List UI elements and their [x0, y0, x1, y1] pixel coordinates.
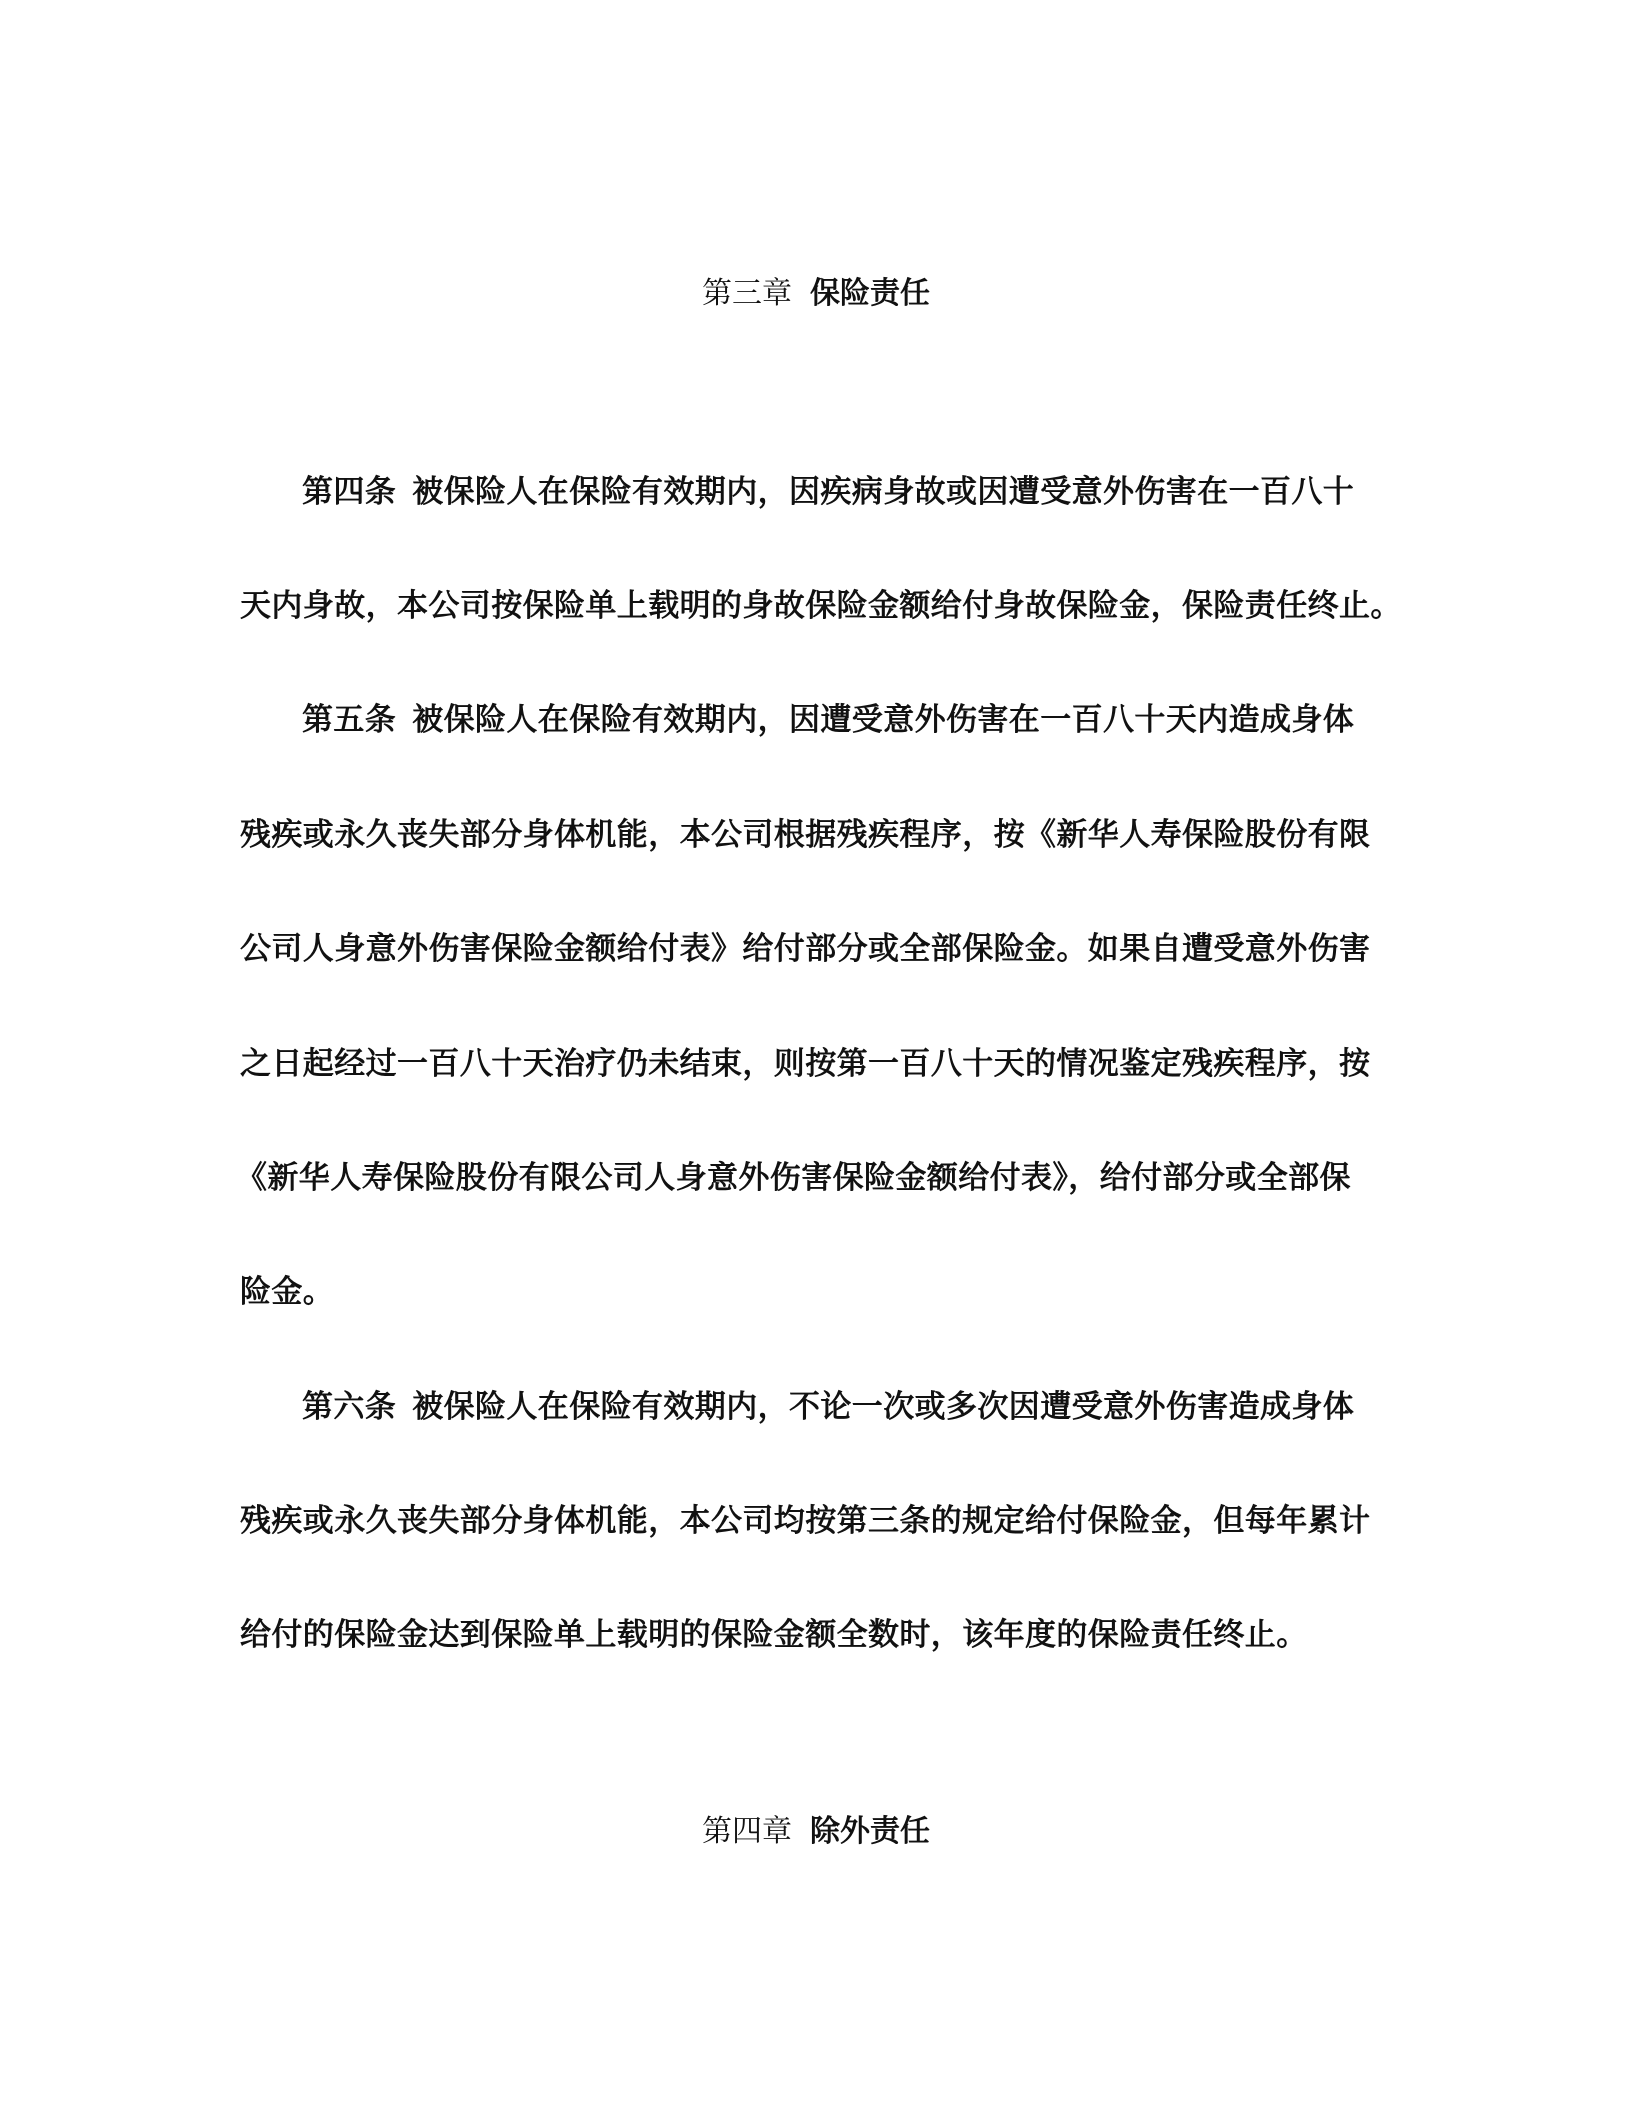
article-4-label: 第四条	[302, 474, 397, 510]
article-4-line-1	[302, 472, 1390, 512]
article-4-text-1: 被保险人在保险有效期内，因疾病身故或因遭受意外伤害在一百八十	[412, 474, 1355, 510]
chapter-3-number: 第三章	[702, 276, 792, 311]
article-5-line-3: 公司人身意外伤害保险金额给付表》给付部分或全部保险金。如果自遭受意外伤害	[240, 931, 1371, 967]
article-6-line-1	[302, 1387, 1390, 1427]
article-5-text-1: 被保险人在保险有效期内，因遭受意外伤害在一百八十天内造成身体	[412, 702, 1355, 738]
article-6-label: 第六条	[302, 1389, 397, 1425]
article-6-line-2: 残疾或永久丧失部分身体机能，本公司均按第三条的规定给付保险金，但每年累计	[240, 1503, 1371, 1539]
article-5-label: 第五条	[302, 702, 397, 738]
chapter-4-number: 第四章	[702, 1814, 792, 1849]
chapter-3-title: 保险责任	[810, 276, 930, 311]
article-4-line-2: 天内身故，本公司按保险单上载明的身故保险金额给付身故保险金，保险责任终止。	[240, 588, 1402, 624]
article-5-line-5: 《新华人寿保险股份有限公司人身意外伤害保险金额给付表》，给付部分或全部保	[236, 1160, 1351, 1196]
article-5-line-2: 残疾或永久丧失部分身体机能，本公司根据残疾程序，按《新华人寿保险股份有限	[240, 817, 1371, 853]
article-5-line-4: 之日起经过一百八十天治疗仍未结束，则按第一百八十天的情况鉴定残疾程序，按	[240, 1046, 1371, 1082]
chapter-3-heading	[0, 274, 1632, 314]
article-6-line-3: 给付的保险金达到保险单上载明的保险金额全数时，该年度的保险责任终止。	[240, 1617, 1308, 1653]
article-5-line-1	[302, 700, 1390, 740]
article-5-line-6: 险金。	[240, 1274, 335, 1310]
article-6-text-1: 被保险人在保险有效期内，不论一次或多次因遭受意外伤害造成身体	[412, 1389, 1355, 1425]
chapter-4-title: 除外责任	[810, 1814, 930, 1849]
chapter-4-heading	[0, 1812, 1632, 1852]
